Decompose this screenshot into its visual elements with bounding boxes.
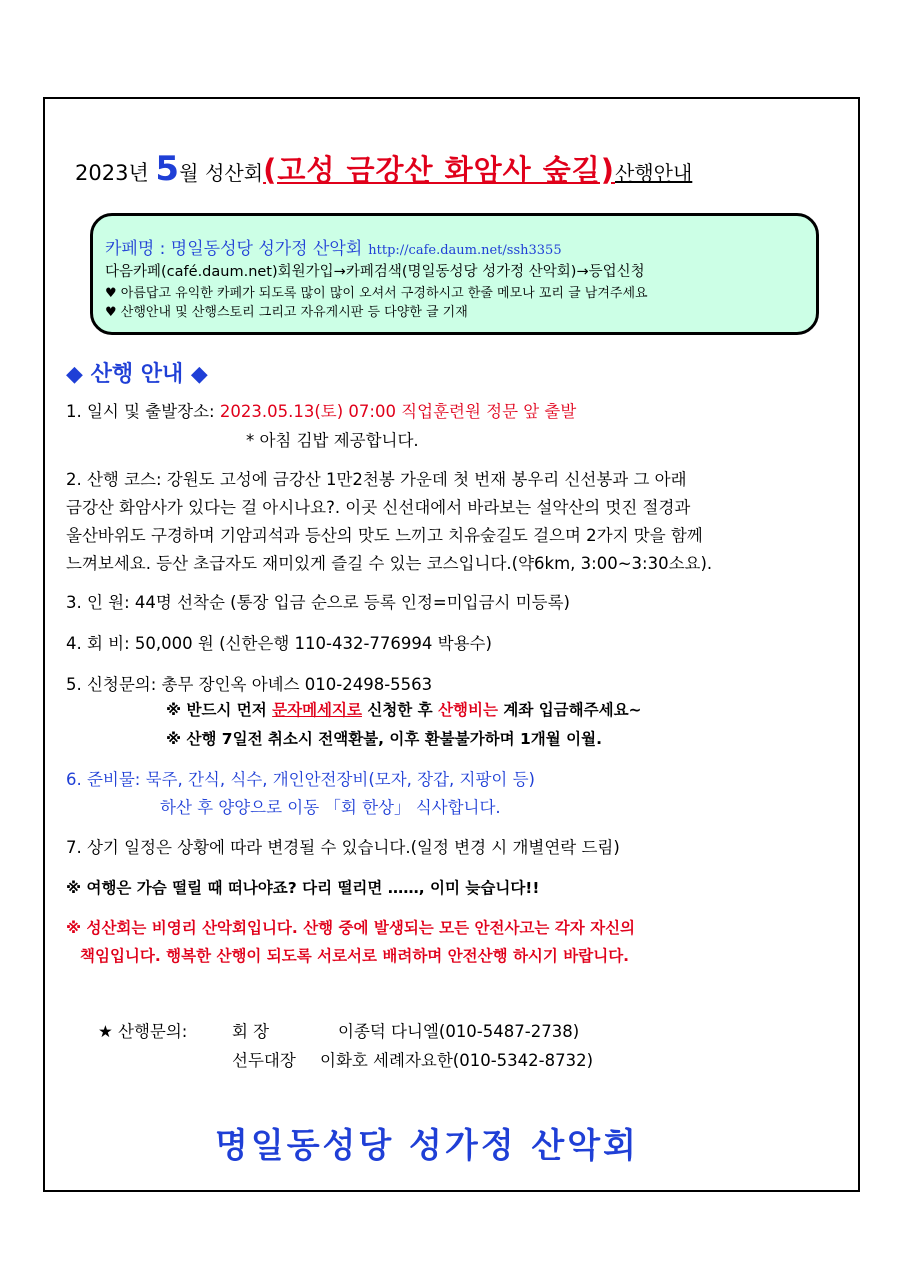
title-club: 성산회	[205, 161, 264, 185]
item-1	[66, 398, 576, 422]
item-5-note-1d: 산행비는	[438, 701, 498, 719]
cafe-name: 카페명 : 명일동성당 성가정 산악회	[105, 239, 363, 259]
title-month-number: 5	[155, 149, 180, 189]
contact-role-2: 선두대장	[232, 1051, 296, 1070]
warning-2-line-2: 책임입니다. 행복한 산행이 되도록 서로서로 배려하며 안전산행 하시기 바랍니다.	[80, 947, 630, 965]
item-3: 3. 인 원: 44명 선착순 (통장 입금 순으로 등록 인정=미입금시 미등록)	[66, 593, 570, 612]
section-title: ◆ 산행 안내 ◆	[66, 362, 208, 387]
item-2-line-1: 2. 산행 코스: 강원도 고성에 금강산 1만2천봉 가운데 첫 번재 봉우리 신선봉과 그 아래	[66, 470, 687, 489]
cafe-info-box	[90, 213, 819, 335]
item-6: 6. 준비물: 묵주, 간식, 식수, 개인안전장비(모자, 장갑, 지팡이 등)	[66, 770, 535, 789]
item-6-note: 하산 후 양양으로 이동 「회 한상」 식사합니다.	[160, 798, 501, 817]
item-1-label: 1. 일시 및 출발장소:	[66, 402, 220, 421]
cafe-note-1: ♥ 아름답고 유익한 카페가 되도록 많이 많이 오셔서 구경하시고 한줄 메모나 꼬리 글 남겨주세요	[105, 286, 648, 301]
cafe-join-line: 다음카페(café.daum.net)회원가입→카페검색(명일동성당 성가정 산악회)→등업신청	[105, 264, 645, 280]
item-5: 5. 신청문의: 총무 장인옥 아녜스 010-2498-5563	[66, 675, 433, 694]
item-2-line-4: 느껴보세요. 등산 초급자도 재미있게 즐길 수 있는 코스입니다.(약6km, 3:00~3:30소요).	[66, 554, 713, 573]
title-suffix: 산행안내	[615, 161, 693, 185]
item-2-line-2: 금강산 화암사가 있다는 걸 아시나요?. 이곳 신선대에서 바라보는 설악산의 멋진 절경과	[66, 498, 691, 517]
cafe-name-line	[105, 234, 562, 259]
warning-2-line-1: ※ 성산회는 비영리 산악회입니다. 산행 중에 발생되는 모든 안전사고는 각자 자신의	[66, 919, 636, 937]
warning-1: ※ 여행은 가슴 떨릴 때 떠나야죠? 다리 떨리면 ……, 이미 늦습니다!!	[66, 879, 540, 897]
title-course: (고성 금강산 화암사 숲길)	[263, 153, 616, 187]
item-5-note-1c: 신청한 후	[361, 701, 439, 719]
contact-name-2: 이화호 세례자요한(010-5342-8732)	[320, 1051, 594, 1070]
title-year: 2023년	[75, 161, 149, 185]
item-1-value: 2023.05.13(토) 07:00 직업훈련원 정문 앞 출발	[219, 402, 577, 421]
cafe-url-link[interactable]: http://cafe.daum.net/ssh3355	[368, 243, 562, 258]
contact-name-1: 이종덕 다니엘(010-5487-2738)	[338, 1022, 580, 1041]
item-1-note: * 아침 김밥 제공합니다.	[246, 431, 419, 450]
footer-club-name: 명일동성당 성가정 산악회	[215, 1126, 639, 1166]
title-month-suffix: 월	[179, 161, 199, 185]
item-5-note-1	[166, 698, 642, 720]
item-5-note-1e: 계좌 입금해주세요~	[497, 701, 642, 719]
item-4: 4. 회 비: 50,000 원 (신한은행 110-432-776994 박용수)	[66, 634, 492, 653]
contact-role-1: 회 장	[232, 1022, 270, 1041]
item-5-note-2: ※ 산행 7일전 취소시 전액환불, 이후 환불불가하며 1개월 이월.	[166, 730, 602, 748]
item-5-note-1a: ※ 반드시 먼저	[166, 701, 273, 719]
contact-label: ★ 산행문의:	[98, 1022, 188, 1041]
page-title	[75, 148, 692, 189]
item-2-line-3: 울산바위도 구경하며 기암괴석과 등산의 맛도 느끼고 치유숲길도 걸으며 2가지 맛을 함께	[66, 526, 703, 545]
cafe-note-2: ♥ 산행안내 및 산행스토리 그리고 자유게시판 등 다양한 글 기재	[105, 305, 468, 320]
item-7: 7. 상기 일정은 상황에 따라 변경될 수 있습니다.(일정 변경 시 개별연락 드림)	[66, 838, 620, 857]
item-5-note-1b: 문자메세지로	[272, 701, 362, 719]
